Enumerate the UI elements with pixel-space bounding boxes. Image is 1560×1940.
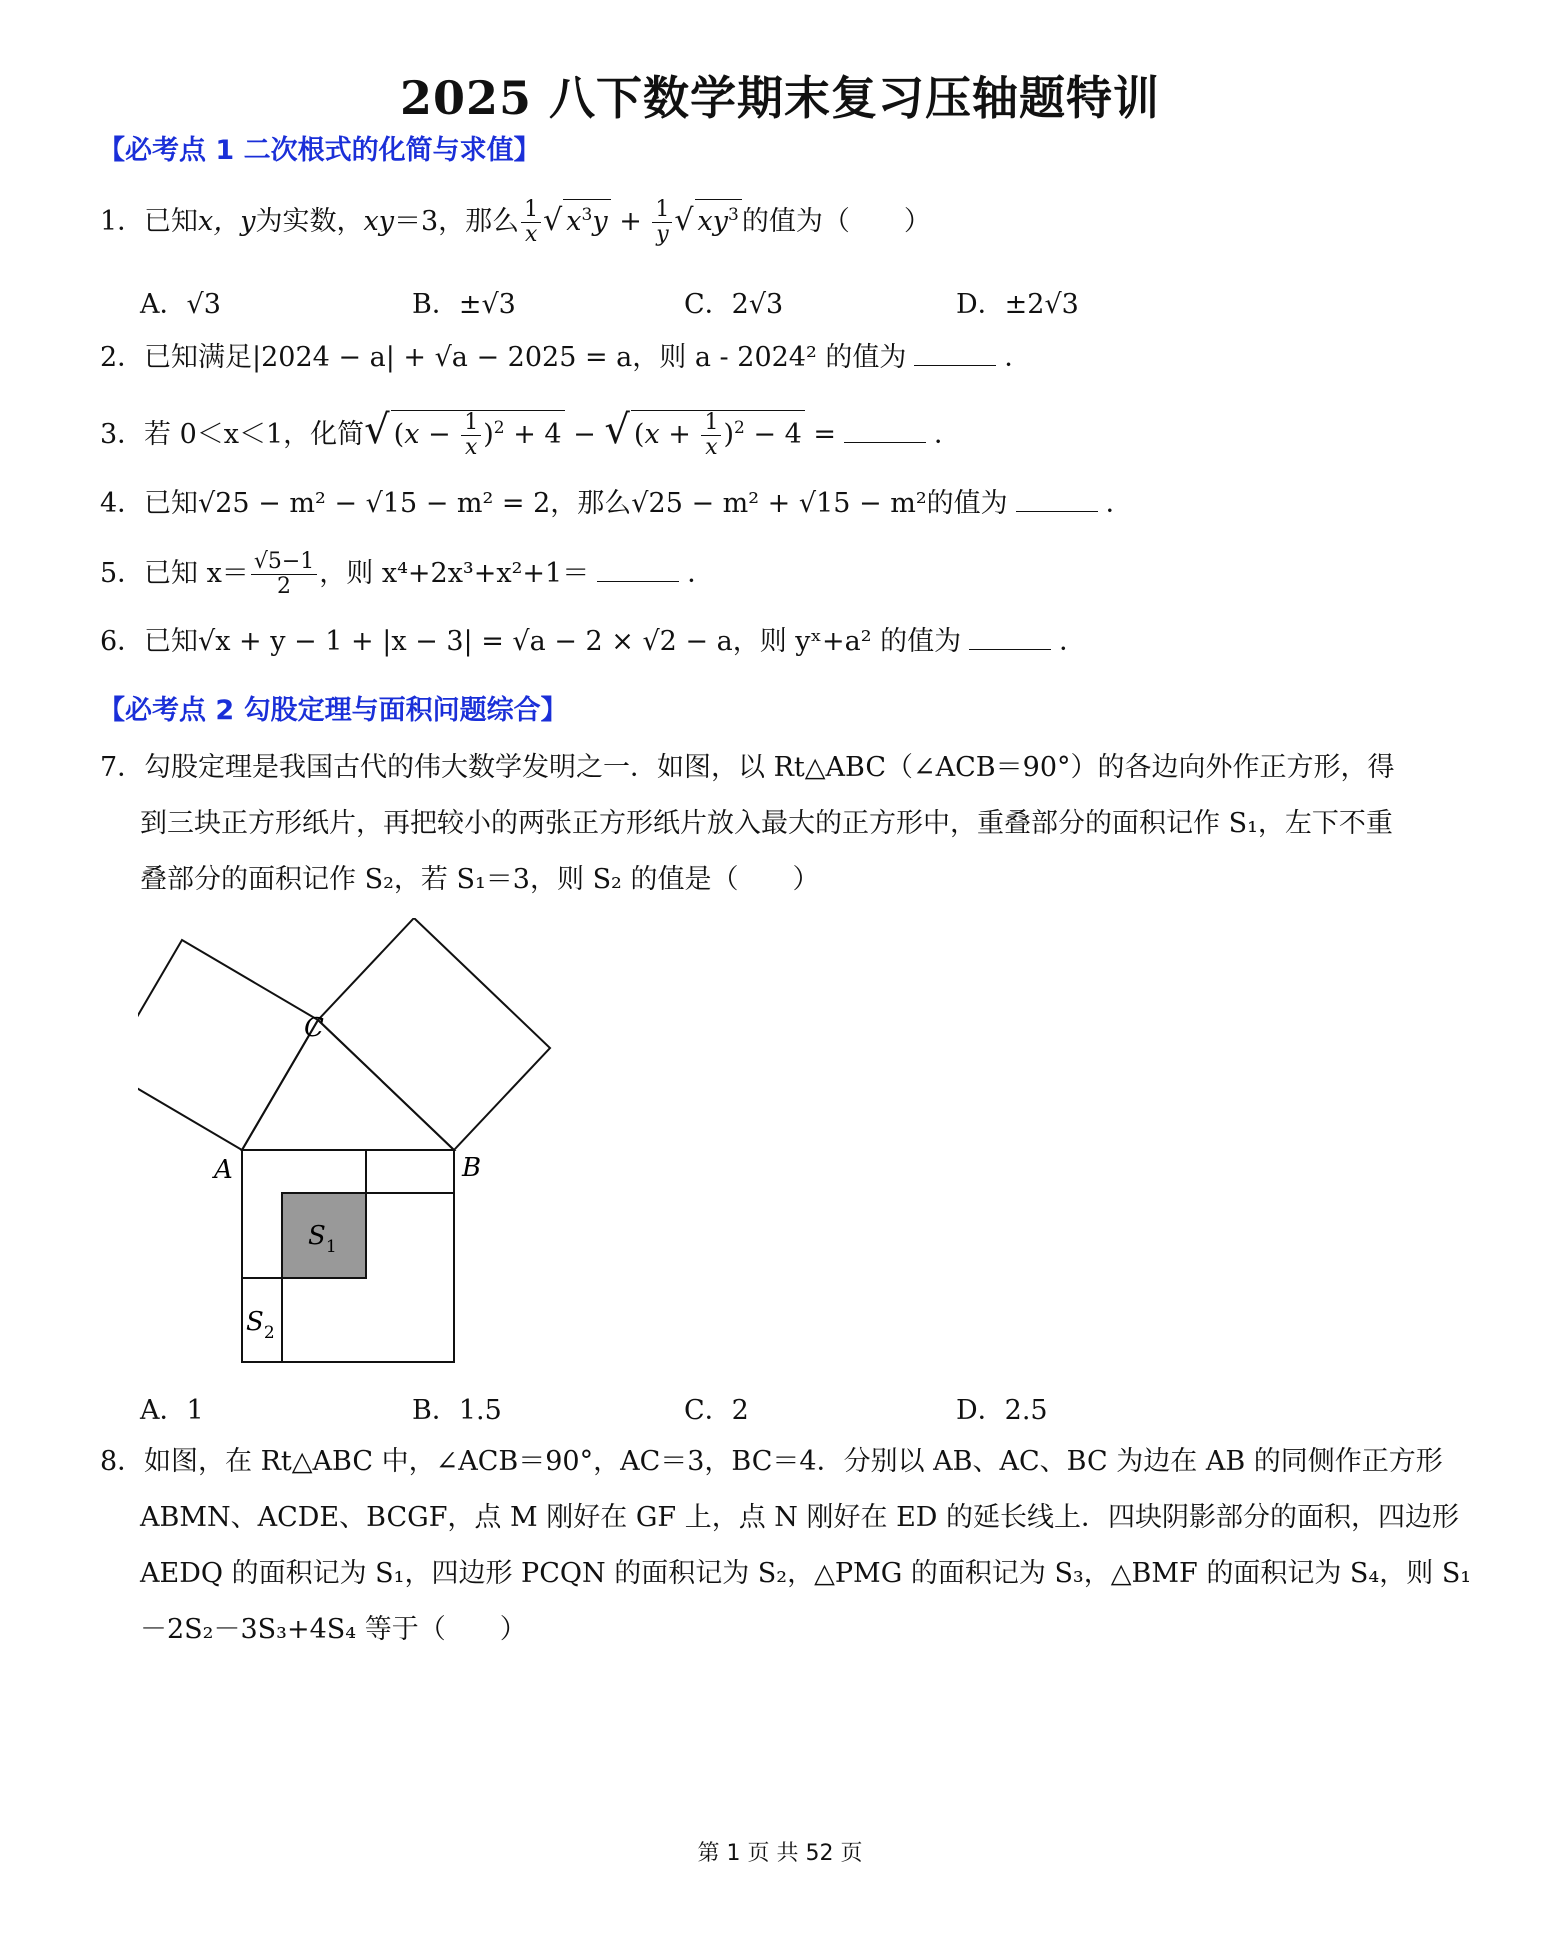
question-7-line-2: 到三块正方形纸片，再把较小的两张正方形纸片放入最大的正方形中，重叠部分的面积记作 S₁，左下不重 <box>140 808 1393 839</box>
question-8-line-2: ABMN、ACDE、BCGF，点 M 刚好在 GF 上，点 N 刚好在 ED 的延长线上．四块阴影部分的面积，四边形 <box>140 1502 1460 1533</box>
pythagoras-figure <box>138 918 568 1378</box>
option-a[interactable]: A．√3 <box>140 289 221 320</box>
page-footer: 第 1 页 共 52 页 <box>697 1841 863 1866</box>
option-a[interactable]: A．1 <box>140 1395 204 1426</box>
question-8-line-4: －2S₂－3S₃+4S₄ 等于（ ） <box>140 1614 527 1645</box>
question-2: 2．已知满足|2024 − a| + √a − 2025 = a，则 a - 2024² 的值为 ． <box>100 342 1032 373</box>
section-heading-1: 【必考点 1 二次根式的化简与求值】 <box>98 135 541 166</box>
label-s1: $S_1$ <box>308 1221 337 1257</box>
option-b[interactable]: B．±√3 <box>412 289 516 320</box>
square-ac <box>138 940 318 1150</box>
question-7-options <box>140 1388 1228 1427</box>
page-title: 2025 八下数学期末复习压轴题特训 <box>399 71 1161 125</box>
label-a: A <box>214 1155 233 1185</box>
question-7-line-3: 叠部分的面积记作 S₂，若 S₁＝3，则 S₂ 的值是（ ） <box>140 864 820 895</box>
answer-blank[interactable] <box>1016 489 1098 512</box>
label-b: B <box>462 1153 482 1183</box>
question-3: 3．若 0＜x＜1，化简√ (x − $\frac{1}{x}$ )$^2$ + 4 − √ (x + $\frac{1}{x}$ )$^2$ − 4 = ． <box>100 407 962 460</box>
question-5: 5．已知 x＝ $\frac{√5-1}{2}$ ，则 x⁴+2x³+x²+1＝ ． <box>100 549 715 599</box>
square-bc <box>318 918 550 1150</box>
option-d[interactable]: D．±2√3 <box>956 289 1079 320</box>
answer-blank[interactable] <box>969 627 1051 650</box>
question-8: 8．如图，在 Rt△ABC 中，∠ACB＝90°，AC＝3，BC＝4．分别以 AB、AC、BC 为边在 AB 的同侧作正方形 <box>100 1446 1443 1477</box>
label-c: C <box>304 1013 324 1043</box>
label-s2: $S_2$ <box>246 1307 275 1343</box>
triangle-abc <box>242 1020 454 1150</box>
option-b[interactable]: B．1.5 <box>412 1395 502 1426</box>
question-1-options <box>140 282 1228 321</box>
answer-blank[interactable] <box>844 420 926 443</box>
section-heading-2: 【必考点 2 勾股定理与面积问题综合】 <box>98 695 568 726</box>
option-d[interactable]: D．2.5 <box>956 1395 1048 1426</box>
question-4: 4．已知√25 − m² − √15 − m² = 2，那么√25 − m² + √15 − m²的值为 ． <box>100 488 1133 519</box>
option-c[interactable]: C．2√3 <box>684 289 784 320</box>
answer-blank[interactable] <box>914 343 996 366</box>
question-1: 1．已知x，y为实数，xy＝3，那么 $\frac{1}{x}$ √ $x^3y$ + $\frac{1}{y}$ √ $xy^3$ 的值为（ ） <box>100 197 931 247</box>
question-7: 7．勾股定理是我国古代的伟大数学发明之一．如图，以 Rt△ABC（∠ACB＝90°）的各边向外作正方形，得 <box>100 752 1395 783</box>
question-8-line-3: AEDQ 的面积记为 S₁，四边形 PCQN 的面积记为 S₂，△PMG 的面积记为 S₃，△BMF 的面积记为 S₄，则 S₁ <box>140 1558 1472 1589</box>
option-c[interactable]: C．2 <box>684 1395 749 1426</box>
question-6: 6．已知√x + y − 1 + |x − 3| = √a − 2 × √2 − a，则 yˣ+a² 的值为 ． <box>100 626 1087 657</box>
answer-blank[interactable] <box>597 559 679 582</box>
